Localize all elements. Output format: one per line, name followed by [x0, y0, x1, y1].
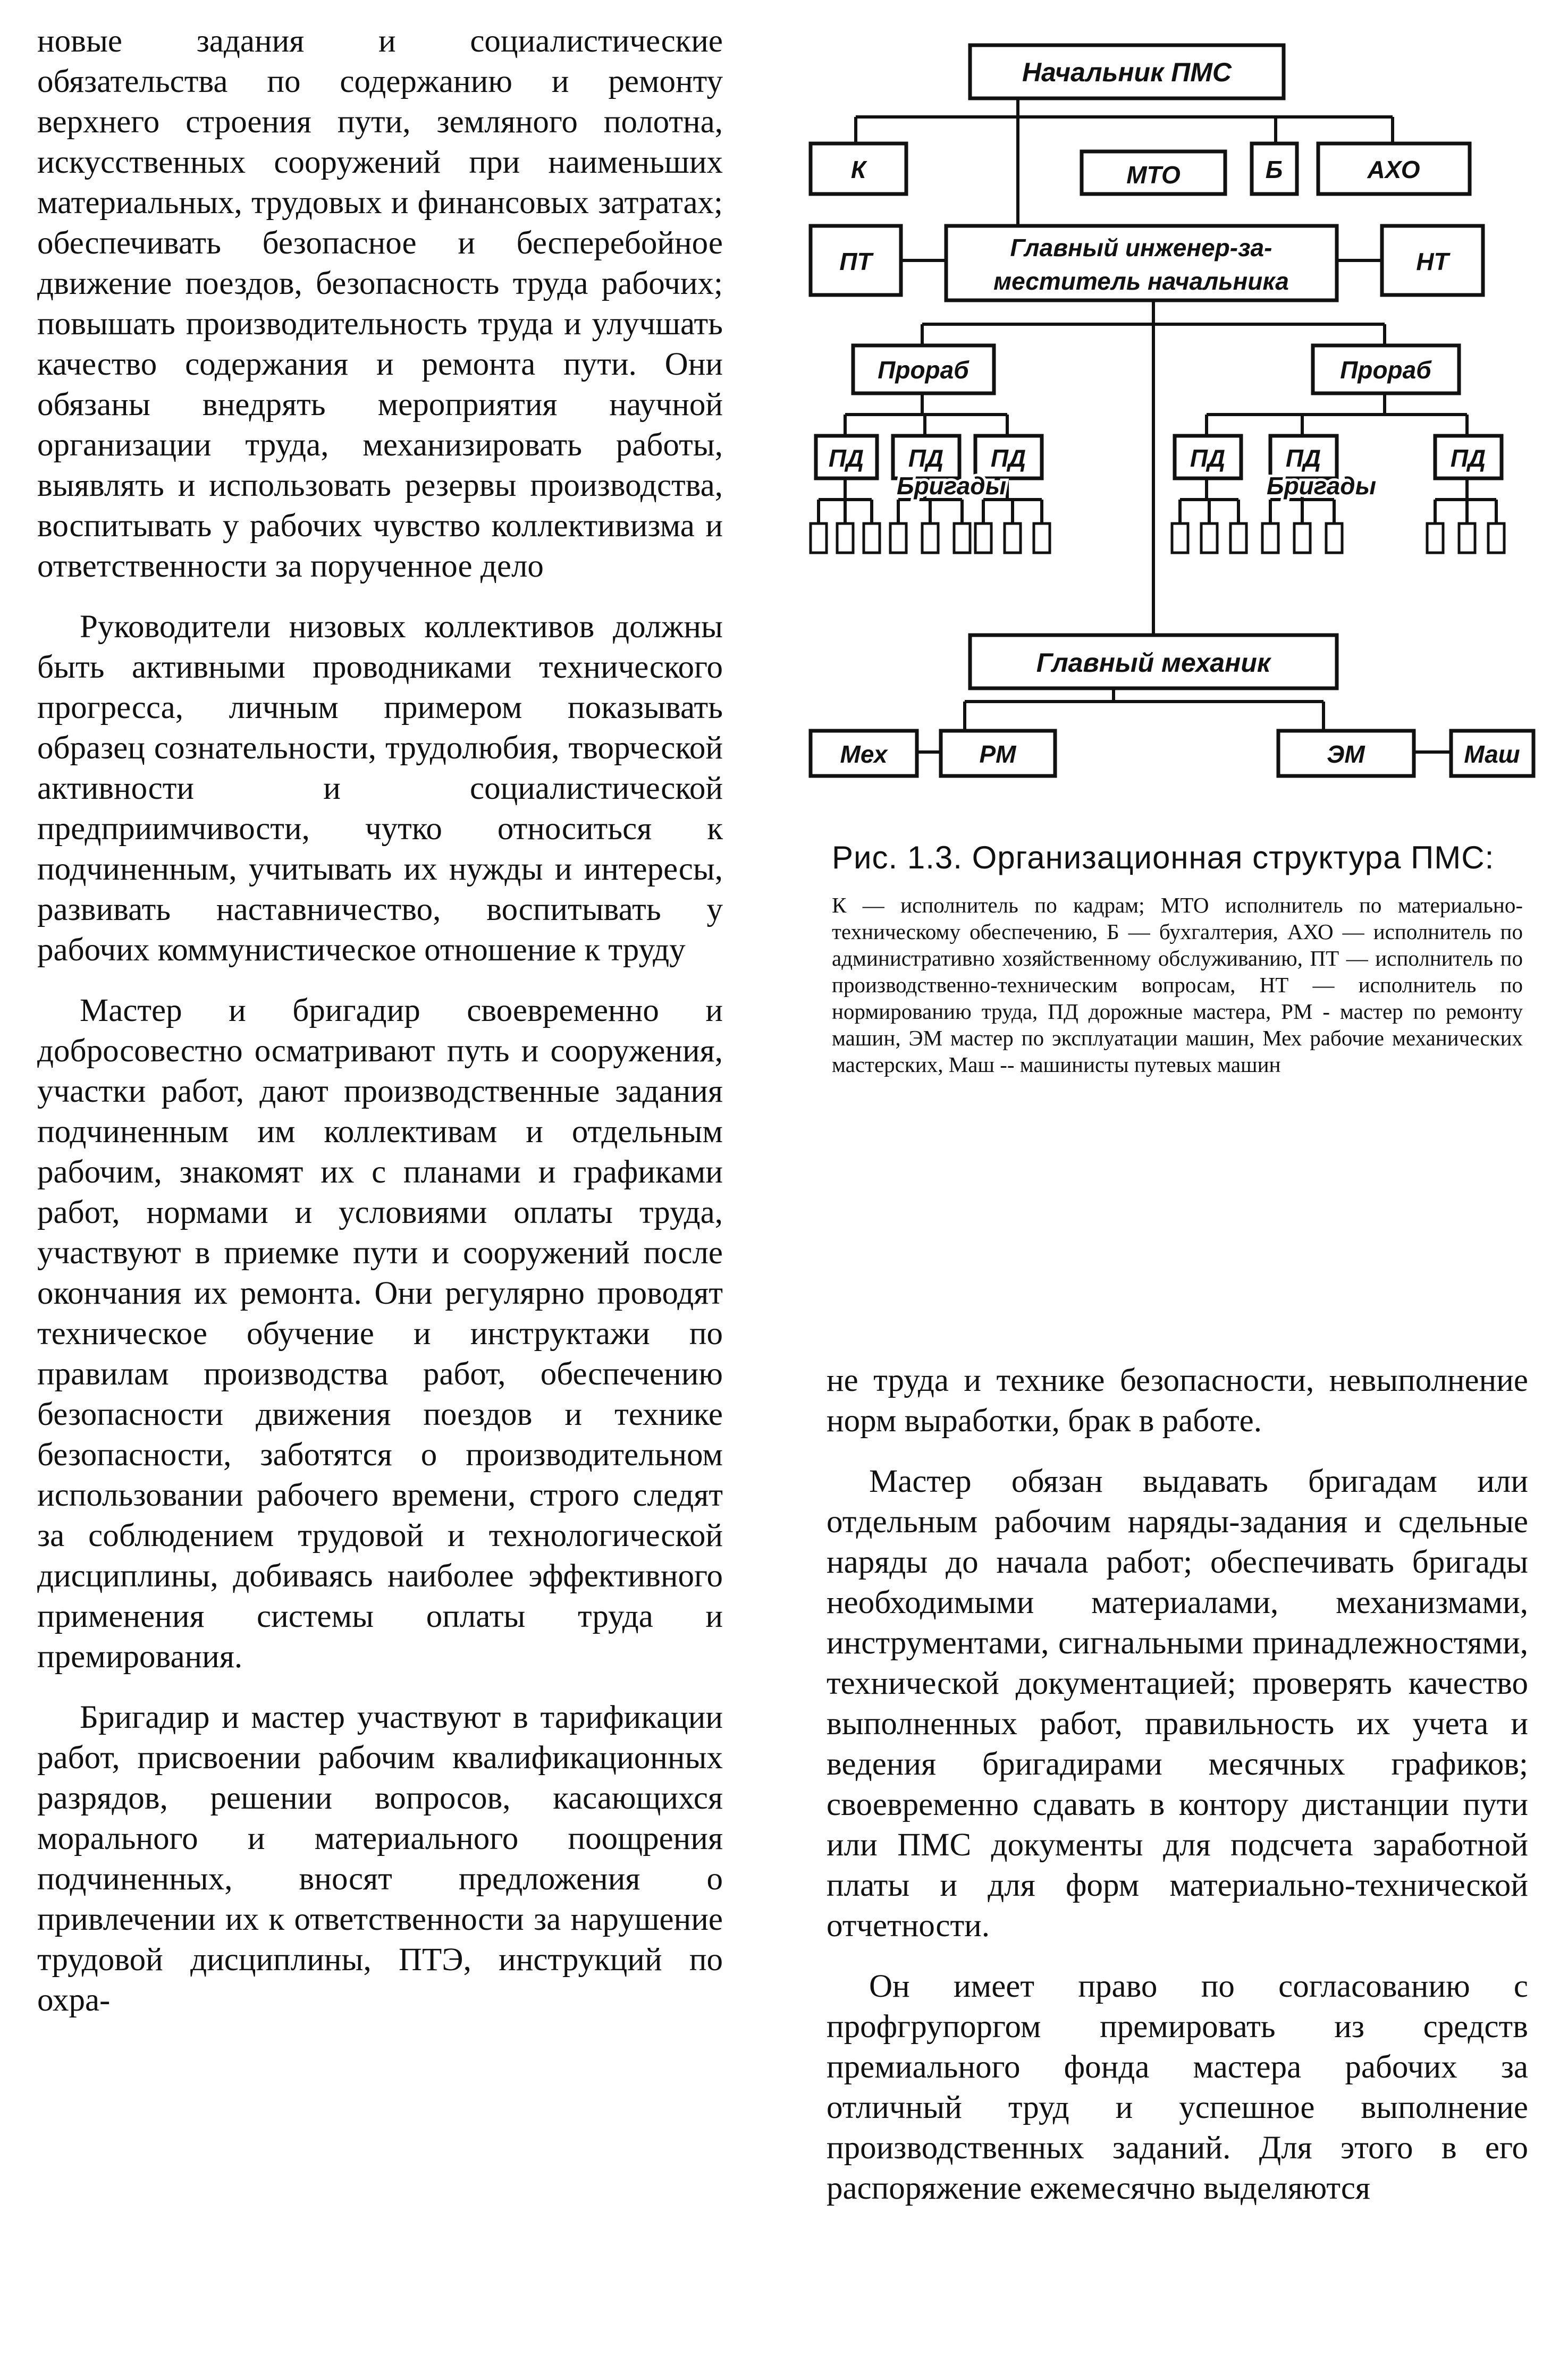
- node-mekh-label: Мех: [840, 740, 888, 768]
- figure-caption: [832, 840, 1523, 1078]
- foreman-label: Прораб: [878, 356, 969, 384]
- paragraph: Он имеет право по согласованию с профгрупоргом премировать из средств премиального фонда мастера рабочих за отличный труд и успешное выполнение производственных заданий. Для этого в его распоряжение ежемесячно выделяются: [827, 1969, 1528, 2206]
- pd-label: ПД: [990, 444, 1026, 472]
- pd-label: ПД: [908, 444, 944, 472]
- paragraph: не труда и технике безопасности, невыполнение норм выработки, брак в работе.: [827, 1363, 1528, 1439]
- paragraph: Руководители низовых коллективов должны быть активными проводниками технического прогресса, личным примером показывать образец сознательности, трудолюбия, творческой активности и социалистической предприимчивости, чутко относиться к подчиненным, учитывать их нужды и интересы, развивать наставничество, воспитывать у рабочих коммунистическое отношение к труду: [37, 609, 723, 968]
- pd-label: ПД: [1450, 444, 1486, 472]
- top-row-node-mto: [1082, 151, 1225, 194]
- foreman-label: Прораб: [1340, 356, 1431, 384]
- node-mto-label: МТО: [1126, 161, 1181, 189]
- caption-title: Рис. 1.3. Организационная структура ПМС:: [832, 840, 1495, 875]
- node-b-label: Б: [1265, 156, 1283, 183]
- node-mash-label: Маш: [1464, 740, 1520, 768]
- bottom-node-mash: [1451, 731, 1533, 776]
- pd-label: ПД: [828, 444, 864, 472]
- node-rm-label: РМ: [979, 740, 1016, 768]
- node-k-label: К: [850, 156, 866, 183]
- bottom-node-mekh: [811, 731, 917, 776]
- engineer-label-line1: Главный инженер-за-: [1010, 234, 1272, 261]
- pd-label: ПД: [1285, 444, 1321, 472]
- top-row-node-b: [1252, 143, 1297, 194]
- pd-label: ПД: [1190, 444, 1226, 472]
- engineer-node: [946, 226, 1337, 300]
- node-nt-label: НТ: [1416, 248, 1449, 275]
- top-row-node-k: [811, 143, 906, 194]
- mechanic-node: [970, 635, 1337, 688]
- bottom-node-rm: [941, 731, 1055, 776]
- brigade-boxes: [811, 500, 1504, 553]
- node-em-label: ЭМ: [1327, 740, 1365, 768]
- node-nt: [1382, 226, 1483, 295]
- paragraph: Бригадир и мастер участвуют в тарификации работ, присвоении рабочим квалификационных разрядов, решении вопросов, касающихся морального и материального поощрения подчиненных, вносят предложения о привлечении их к ответственности за нарушение трудовой дисциплины, ПТЭ, инструкций по охра-: [37, 1700, 723, 2018]
- caption-legend: К — исполнитель по кадрам; МТО исполнитель по материально-техническому обеспечению, Б — бухгалтерия, АХО — исполнитель по административно хозяйственному обслуживанию, ПТ — исполнитель по производственно-техническим вопросам, НТ — исполнитель по нормированию труда, ПД дорожные мастера, РМ - мастер по ремонту машин, ЭМ мастер по эксплуатации машин, Мех рабочие механических мастерских, Маш -- машинисты путевых машин: [832, 893, 1523, 1077]
- pd-node: [1175, 436, 1241, 478]
- org-chart-figure: [805, 11, 1539, 808]
- pd-node: [816, 436, 877, 478]
- mechanic-label: Главный механик: [1036, 648, 1271, 678]
- head-node: [970, 45, 1284, 98]
- brigades-label: Бригады: [1267, 472, 1377, 500]
- node-pt: [811, 226, 901, 295]
- engineer-label-line2: меститель начальника: [993, 267, 1289, 295]
- left-column: [37, 21, 723, 2041]
- node-akho-label: АХО: [1367, 156, 1420, 183]
- org-chart: [805, 11, 1539, 808]
- node-pt-label: ПТ: [839, 248, 872, 275]
- top-row-node-akho: [1318, 143, 1470, 194]
- paragraph: Мастер и бригадир своевременно и добросовестно осматривают путь и сооружения, участки работ, дают производственные задания подчиненным им коллективам и отдельным рабочим, знакомят их с планами и графиками работ, нормами и условиями оплаты труда, участвуют в приемке пути и сооружений после окончания их ремонта. Они регулярно проводят техническое обучение и инструктажи по правилам производства работ, обеспечению безопасности движения поездов и технике безопасности, заботятся о производительном использовании рабочего времени, строго следят за соблюдением трудовой и технологической дисциплины, добиваясь наиболее эффективного применения системы оплаты труда и премирования.: [37, 993, 723, 1675]
- paragraph: новые задания и социалистические обязательства по содержанию и ремонту верхнего строения пути, земляного полотна, искусственных сооружений при наименьших материальных, трудовых и финансовых затратах; обеспечивать безопасное и бесперебойное движение поездов, безопасность труда рабочих; повышать производительность труда и улучшать качество содержания и ремонта пути. Они обязаны внедрять мероприятия научной организации труда, механизировать работы, выявлять и использовать резервы производства, воспитывать у рабочих чувство коллективизма и ответственности за порученное дело: [37, 23, 723, 584]
- right-column: [827, 1361, 1528, 2229]
- pd-node: [1435, 436, 1502, 478]
- foreman-node-right: [1313, 345, 1459, 393]
- paragraph: Мастер обязан выдавать бригадам или отдельным рабочим наряды-задания и сдельные наряды до начала работ; обеспечивать бригады необходимыми материалами, механизмами, инструментами, сигнальными принадлежностями, технической документацией; проверять качество выполненных работ, правильность их учета и ведения бригадирами месячных графиков; своевременно сдавать в контору дистанции пути или ПМС документы для подсчета заработной платы и для форм материально-технической отчетности.: [827, 1464, 1528, 1944]
- brigades-label: Бригады: [897, 472, 1007, 500]
- foreman-node-left: [853, 345, 994, 393]
- head-label: Начальник ПМС: [1022, 57, 1232, 87]
- bottom-node-em: [1278, 731, 1414, 776]
